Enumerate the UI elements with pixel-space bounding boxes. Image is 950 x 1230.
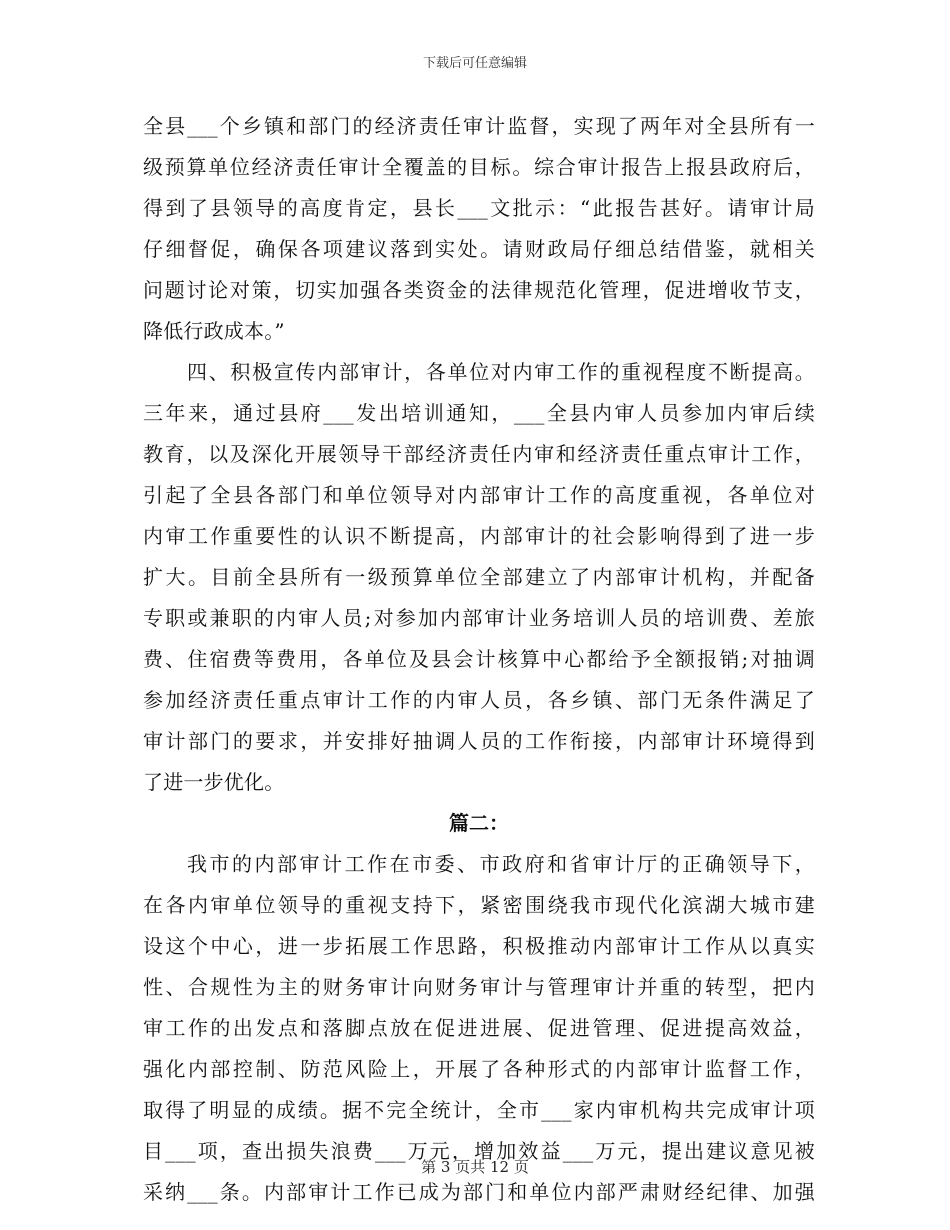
text-line: 教育，以及深化开展领导干部经济责任内审和经济责任重点审计工作， xyxy=(143,442,815,466)
text-line: 目___项，查出损失浪费___万元，增加效益___万元，提出建议意见被 xyxy=(143,1139,815,1163)
text-line: 全县___个乡镇和部门的经济责任审计监督，实现了两年对全县所有一 xyxy=(143,114,815,138)
text-line: 参加经济责任重点审计工作的内审人员，各乡镇、部门无条件满足了 xyxy=(143,688,815,712)
text-line: 在各内审单位领导的重视支持下，紧密围绕我市现代化滨湖大城市建 xyxy=(143,893,815,917)
text-line: 三年来，通过县府___发出培训通知，___全县内审人员参加内审后续 xyxy=(143,401,815,425)
text-line: 设这个中心，进一步拓展工作思路，积极推动内部审计工作从以真实 xyxy=(143,934,815,958)
text-line: 了进一步优化。 xyxy=(143,770,285,794)
text-line: 专职或兼职的内审人员;对参加内部审计业务培训人员的培训费、差旅 xyxy=(143,606,815,630)
text-line: 四、积极宣传内部审计，各单位对内审工作的重视程度不断提高。 xyxy=(187,360,815,384)
text-line: 问题讨论对策，切实加强各类资金的法律规范化管理，促进增收节支， xyxy=(143,278,815,302)
text-line: 扩大。目前全县所有一级预算单位全部建立了内部审计机构，并配备 xyxy=(143,565,815,589)
text-line: 我市的内部审计工作在市委、市政府和省审计厅的正确领导下， xyxy=(187,852,815,876)
text-line: 采纳___条。内部审计工作已成为部门和单位内部严肃财经纪律、加强 xyxy=(143,1180,815,1204)
text-line: 内审工作重要性的认识不断提高，内部审计的社会影响得到了进一步 xyxy=(143,524,815,548)
text-line: 级预算单位经济责任审计全覆盖的目标。综合审计报告上报县政府后， xyxy=(143,155,815,179)
text-line: 审计部门的要求，并安排好抽调人员的工作衔接，内部审计环境得到 xyxy=(143,729,815,753)
text-line: 费、住宿费等费用，各单位及县会计核算中心都给予全额报销;对抽调 xyxy=(143,647,815,671)
page-header: 下载后可任意编辑 xyxy=(422,56,527,71)
text-line: 降低行政成本。” xyxy=(143,319,285,343)
page-footer: 第 3 页共 12 页 xyxy=(421,1158,529,1176)
section-heading: 篇二： xyxy=(449,811,509,835)
text-line: 取得了明显的成绩。据不完全统计，全市___家内审机构共完成审计项 xyxy=(143,1098,815,1122)
text-line: 强化内部控制、防范风险上，开展了各种形式的内部审计监督工作， xyxy=(143,1057,815,1081)
document-body xyxy=(143,106,815,1213)
text-line: 审工作的出发点和落脚点放在促进进展、促进管理、促进提高效益， xyxy=(143,1016,815,1040)
text-line: 得到了县领导的高度肯定，县长___文批示：“此报告甚好。请审计局 xyxy=(143,196,815,220)
text-line: 引起了全县各部门和单位领导对内部审计工作的高度重视，各单位对 xyxy=(143,483,815,507)
text-line: 仔细督促，确保各项建议落到实处。请财政局仔细总结借鉴，就相关 xyxy=(143,237,815,261)
text-line: 性、合规性为主的财务审计向财务审计与管理审计并重的转型，把内 xyxy=(143,975,815,999)
